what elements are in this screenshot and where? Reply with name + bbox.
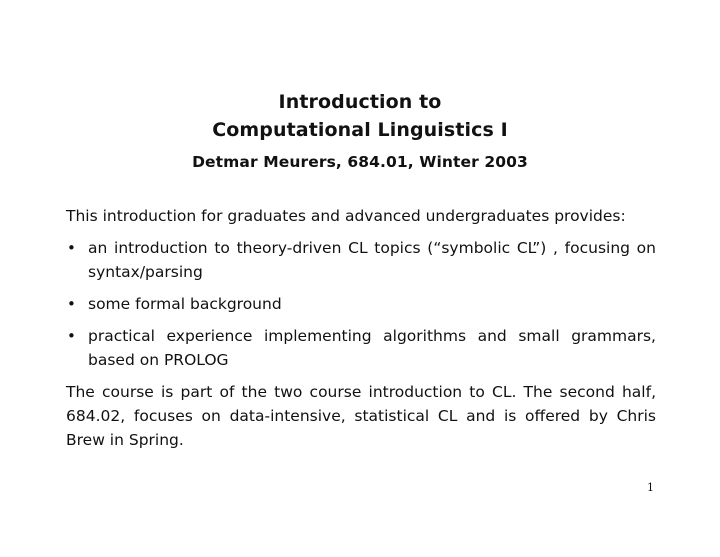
closing-paragraph: The course is part of the two course introduction to CL. The second half, 684.02, focuses on data-intensive, statistical CL and is offered by Chris Brew in Spring. [66, 383, 656, 449]
bullet-icon: • [67, 295, 76, 313]
list-item [66, 292, 656, 316]
list-item-text: some formal background [88, 295, 282, 313]
intro-text: This introduction for graduates and advanced undergraduates provides: [66, 207, 626, 225]
slide-title-line-2: Computational Linguistics I [212, 119, 508, 141]
list-item-text: an introduction to theory-driven CL topics (“symbolic CL”) , focusing on syntax/parsing [88, 239, 656, 281]
list-item-text: practical experience implementing algorithms and small grammars, based on PROLOG [88, 327, 656, 369]
title-block [0, 88, 720, 174]
bullet-icon: • [67, 327, 76, 345]
slide-body [66, 204, 656, 452]
slide-subtitle: Detmar Meurers, 684.01, Winter 2003 [192, 153, 528, 171]
bullet-icon: • [67, 239, 76, 257]
page-number: 1 [647, 481, 654, 494]
list-item [66, 324, 656, 372]
list-item [66, 236, 656, 284]
slide-title-line-1: Introduction to [278, 91, 442, 113]
bullet-list [66, 236, 656, 372]
